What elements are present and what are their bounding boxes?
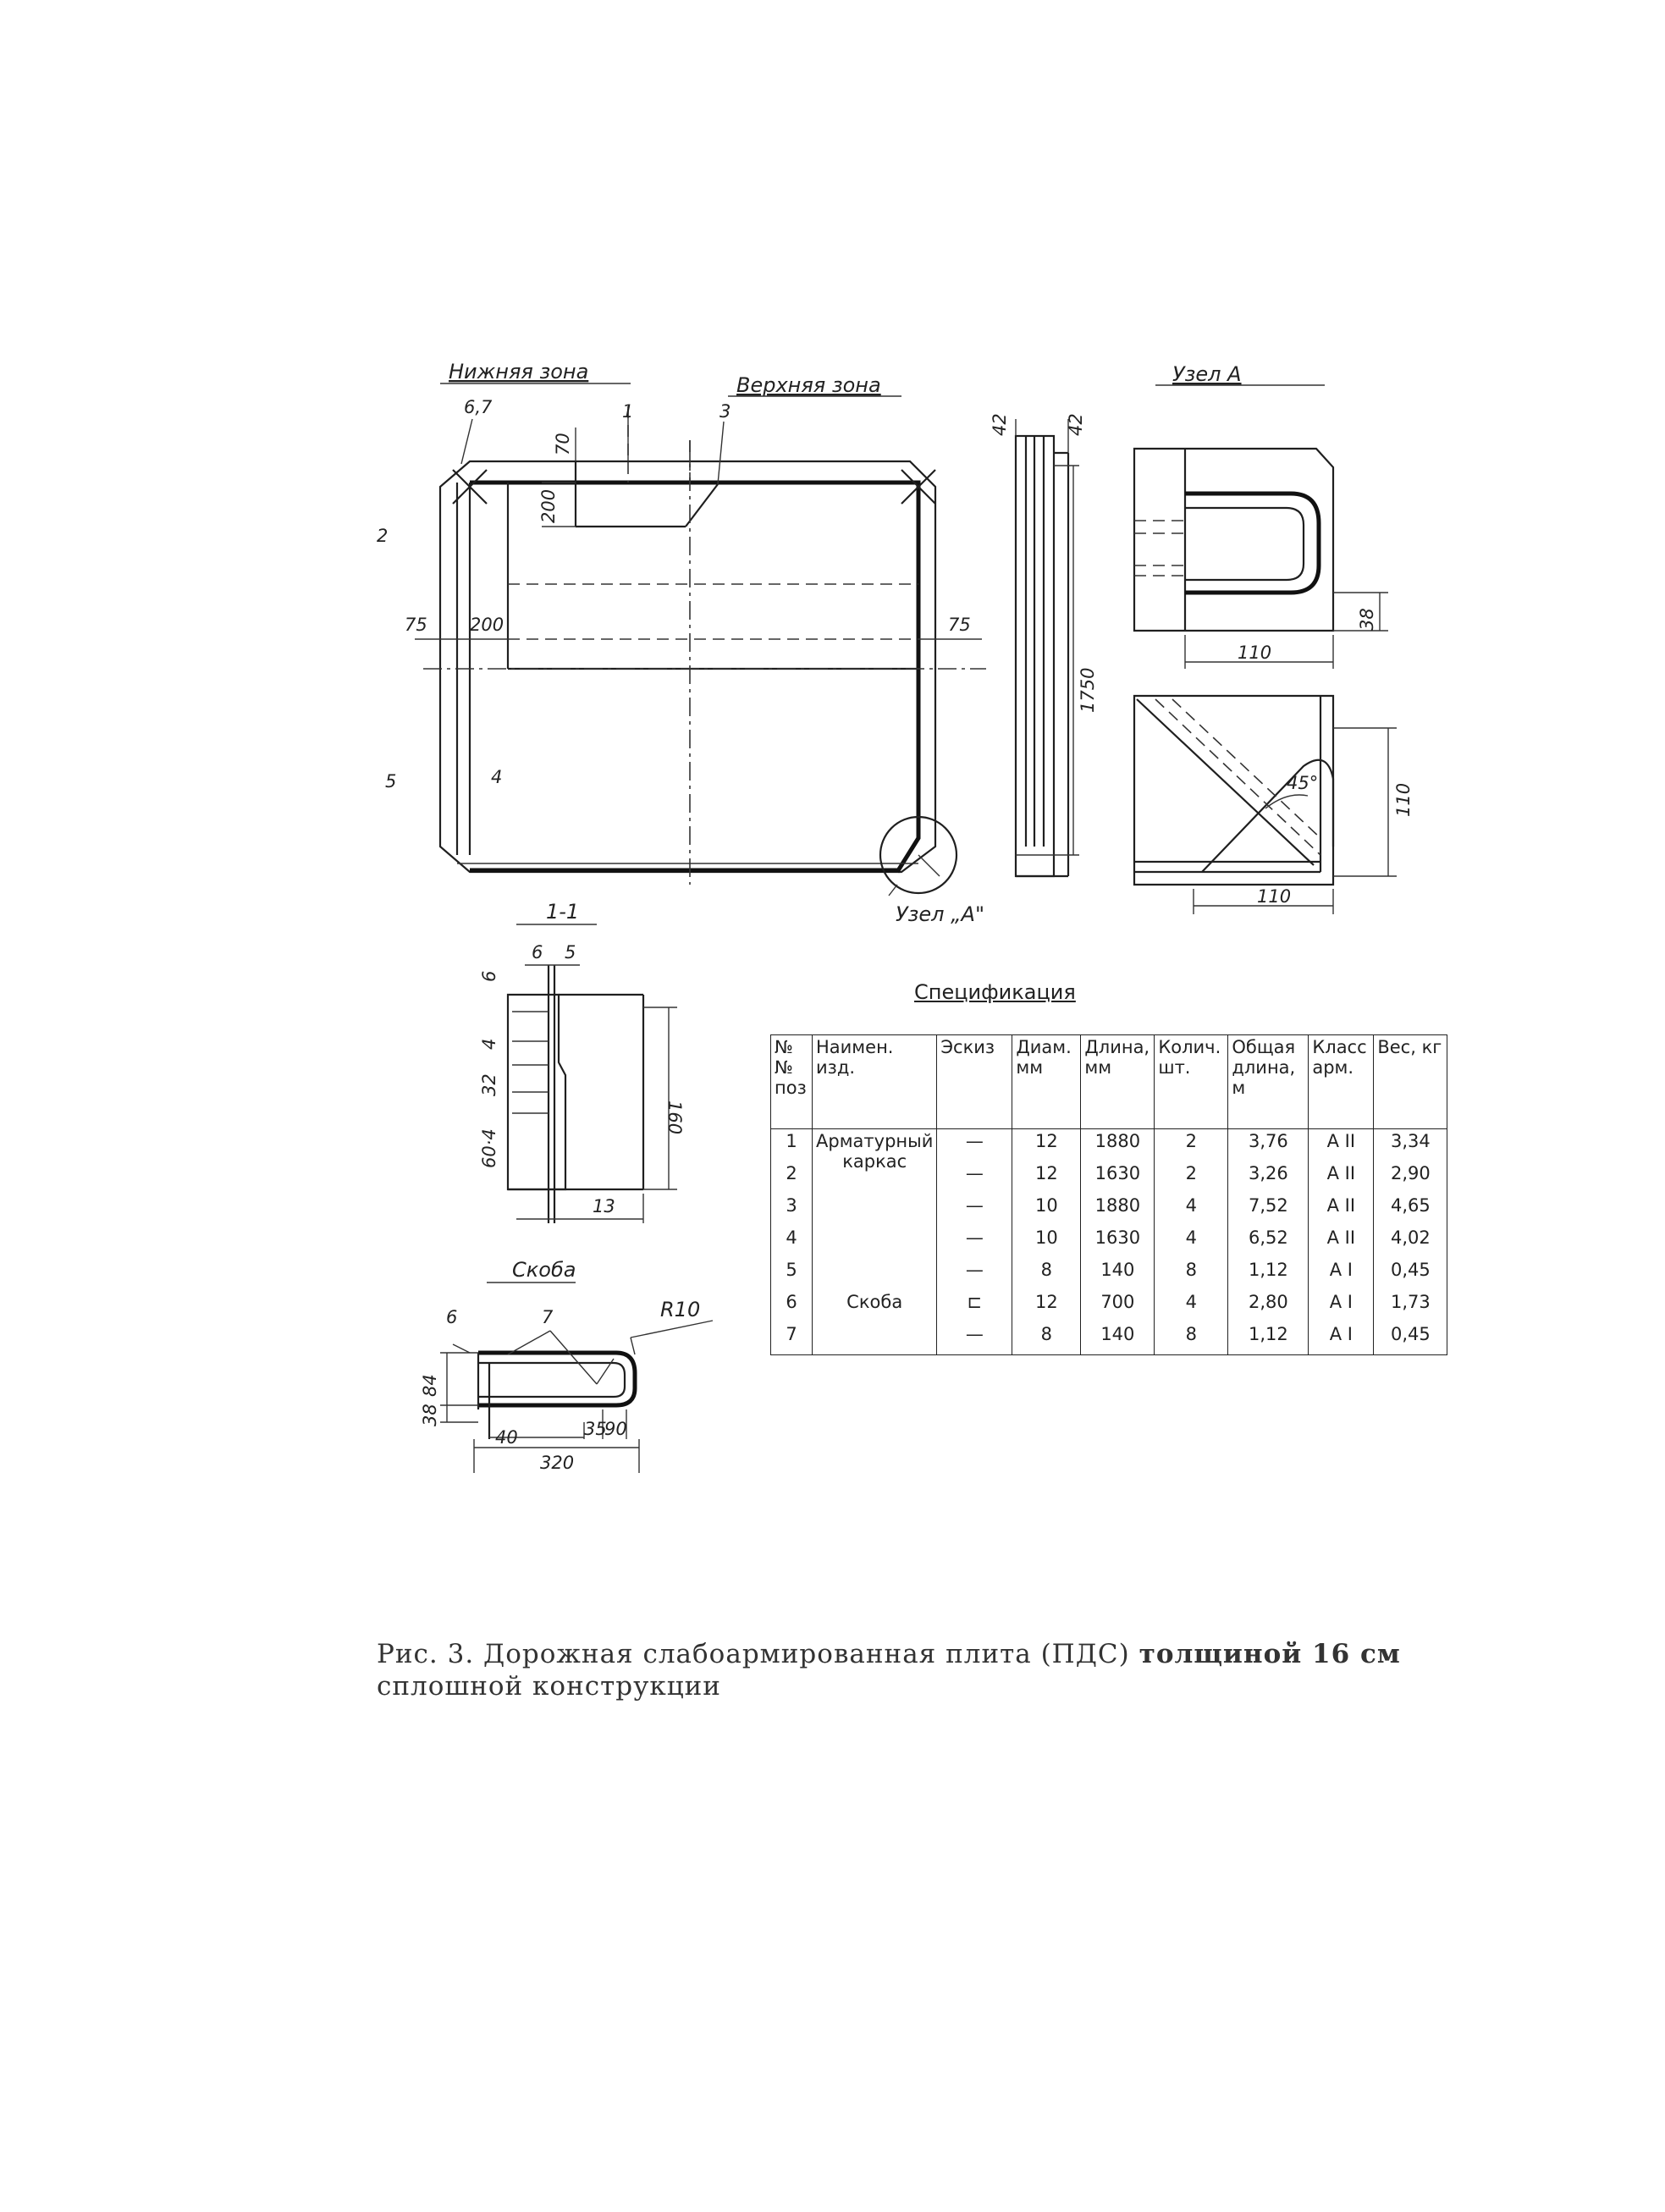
side-dim-1750: 1750 <box>1078 667 1098 713</box>
plan-dim-70: 70 <box>553 433 573 455</box>
bracket-r10: R10 <box>660 1298 701 1321</box>
section-dim-60-4: 60·4 <box>479 1128 499 1168</box>
bracket-dim-90: 90 <box>604 1419 627 1439</box>
title-bottom-zone: Нижняя зона <box>449 360 589 383</box>
sketch-straight-icon: — <box>937 1194 1012 1226</box>
specification-title: Спецификация <box>914 980 1076 1004</box>
node-angle-45: 45° <box>1287 773 1319 793</box>
caption-text: Рис. 3. Дорожная слабоармированная плита (ПДС) <box>377 1639 1130 1669</box>
plan-pos-5: 5 <box>385 771 397 792</box>
side-dim-42-left: 42 <box>990 413 1010 436</box>
plan-pos-4: 4 <box>491 767 503 787</box>
title-section-1-1: 1-1 <box>546 900 580 924</box>
title-top-zone: Верхняя зона <box>736 373 881 397</box>
table-row: 1 Арматурный каркас — 12 1880 2 3,76 А II 3,34 <box>771 1129 1447 1162</box>
section-dim-13: 13 <box>593 1196 615 1216</box>
slab-plan <box>415 406 986 896</box>
table-row: 4 — 10 1630 4 6,52 А II 4,02 <box>771 1226 1447 1258</box>
spec-header-weight: Вес, кг <box>1374 1035 1447 1129</box>
table-row: 6 Скоба ⊏ 12 700 4 2,80 А I 1,73 <box>771 1290 1447 1322</box>
spec-header-pos: №№ поз <box>771 1035 813 1129</box>
plan-pos-2: 2 <box>377 526 389 546</box>
slab-side-view <box>1016 419 1079 876</box>
sketch-bracket-icon: ⊏ <box>937 1290 1012 1322</box>
plan-pos-6-7: 6,7 <box>464 397 493 417</box>
table-row: 2 — 12 1630 2 3,26 А II 2,90 <box>771 1161 1447 1194</box>
spec-group-frame: Арматурный каркас <box>813 1129 937 1291</box>
side-dim-42-right: 42 <box>1066 413 1086 436</box>
spec-header-qty: Колич. шт. <box>1155 1035 1228 1129</box>
plan-pos-3: 3 <box>719 401 731 422</box>
table-row: 5 — 8 140 8 1,12 А I 0,45 <box>771 1258 1447 1290</box>
table-row: 3 — 10 1880 4 7,52 А II 4,65 <box>771 1194 1447 1226</box>
specification-table <box>770 1034 1447 1355</box>
bracket-view <box>440 1321 713 1473</box>
title-node-a: Узел А <box>1172 362 1242 386</box>
spec-group-bracket: Скоба <box>813 1290 937 1322</box>
figure-caption <box>377 1638 1443 1702</box>
bracket-dim-35: 35 <box>584 1419 607 1439</box>
spec-header-total: Общая длина, м <box>1228 1035 1309 1129</box>
section-dim-6-left: 6 <box>479 970 499 982</box>
bracket-dim-40: 40 <box>495 1427 518 1448</box>
sketch-straight-icon: — <box>937 1129 1012 1162</box>
node-dim-38: 38 <box>1357 608 1377 631</box>
bracket-dim-84: 84 <box>420 1374 440 1397</box>
sketch-straight-icon: — <box>937 1226 1012 1258</box>
sketch-straight-icon: — <box>937 1322 1012 1355</box>
table-row: 7 — 8 140 8 1,12 А I 0,45 <box>771 1322 1447 1355</box>
spec-header-class: Класс арм. <box>1309 1035 1374 1129</box>
section-dim-160: 160 <box>664 1100 685 1135</box>
section-dim-32: 32 <box>479 1073 499 1096</box>
spec-header-length: Длина, мм <box>1081 1035 1155 1129</box>
section-dim-5: 5 <box>565 942 576 963</box>
plan-dim-200-top: 200 <box>538 488 559 523</box>
node-a-top-detail <box>1134 449 1388 669</box>
sketch-straight-icon: — <box>937 1161 1012 1194</box>
title-bracket: Скоба <box>512 1258 576 1282</box>
bracket-dim-320: 320 <box>540 1453 575 1473</box>
bracket-dim-38: 38 <box>420 1404 440 1426</box>
bracket-pos-6: 6 <box>446 1307 458 1327</box>
spec-header-row <box>771 1035 1447 1129</box>
plan-dim-75-right: 75 <box>948 615 971 635</box>
plan-dim-75-left: 75 <box>405 615 427 635</box>
node-dim-110-right: 110 <box>1393 782 1414 817</box>
caption-bold: толщиной 16 см <box>1138 1639 1401 1669</box>
node-a-corner-detail <box>1134 696 1397 914</box>
node-a-callout: Узел „А" <box>896 902 985 926</box>
section-1-1-view <box>508 965 677 1223</box>
section-dim-4: 4 <box>479 1038 499 1050</box>
sketch-straight-icon: — <box>937 1258 1012 1290</box>
plan-dim-200-left: 200 <box>470 615 504 635</box>
bracket-pos-7: 7 <box>542 1307 554 1327</box>
caption-text-2: сплошной конструкции <box>377 1671 721 1702</box>
plan-pos-1: 1 <box>622 401 634 422</box>
spec-header-diam: Диам. мм <box>1012 1035 1081 1129</box>
node-dim-110-bottom: 110 <box>1257 886 1292 907</box>
node-dim-110-top: 110 <box>1238 643 1272 663</box>
section-dim-6-top: 6 <box>532 942 543 963</box>
spec-header-name: Наимен. изд. <box>813 1035 937 1129</box>
spec-header-sketch: Эскиз <box>937 1035 1012 1129</box>
